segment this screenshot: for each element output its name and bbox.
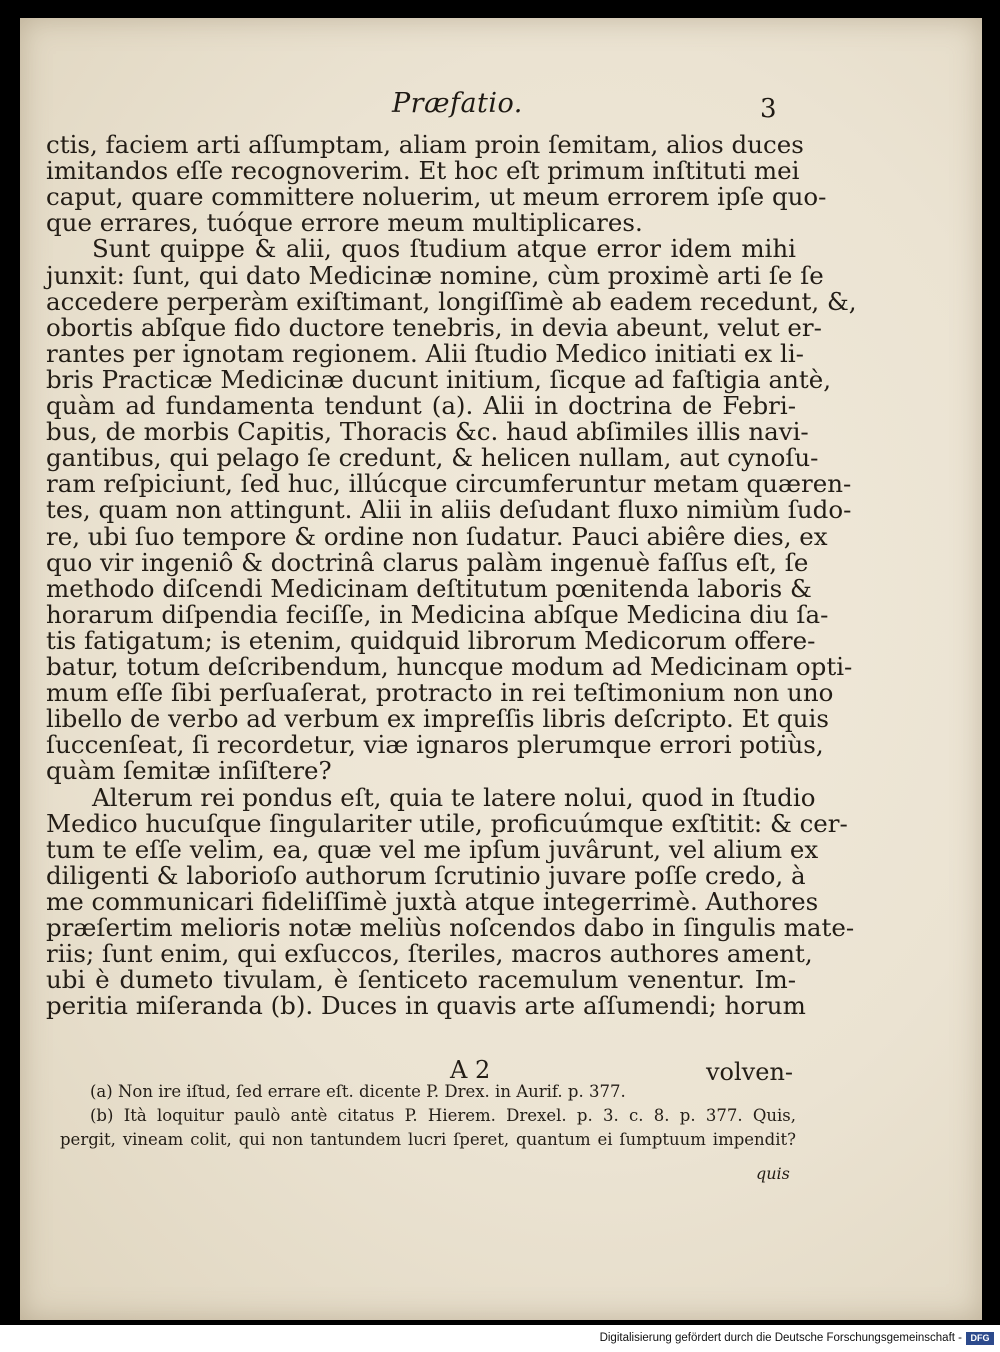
page-number: 3 bbox=[760, 94, 777, 124]
text-line: ram reſpiciunt, ſed huc, illúcque circumferuntur metam quæren- bbox=[46, 469, 852, 498]
text-line: riis; ſunt enim, qui exſuccos, ſteriles, macros authores ament, bbox=[46, 939, 813, 968]
book-page bbox=[20, 18, 982, 1320]
text-line: quàm ad fundamenta tendunt (a). Alii in doctrina de Febri- bbox=[46, 391, 796, 420]
digitization-footer bbox=[0, 1325, 1000, 1352]
running-head-title: Præfatio. bbox=[392, 88, 523, 119]
text-line: peritia miſeranda (b). Duces in quavis arte aſſumendi; horum bbox=[46, 991, 806, 1020]
text-line: obortis abſque fido ductore tenebris, in devia abeunt, velut er- bbox=[46, 313, 822, 342]
text-line: bus, de morbis Capitis, Thoracis &c. haud abſimiles illis navi- bbox=[46, 417, 809, 446]
text-line: libello de verbo ad verbum ex impreſſis libris deſcripto. Et quis bbox=[46, 704, 829, 733]
text-line: ctis, faciem arti aſſumptam, aliam proin ſemitam, alios duces bbox=[46, 130, 804, 159]
text-line: gantibus, qui pelago ſe credunt, & helicen nullam, aut cynoſu- bbox=[46, 443, 819, 472]
footer-credit: Digitalisierung gefördert durch die Deutsche Forschungsgemeinschaft - bbox=[599, 1332, 962, 1344]
text-line: tum te eſſe velim, ea, quæ vel me ipſum juvârunt, vel alium ex bbox=[46, 835, 819, 864]
text-line: diligenti & laborioſo authorum ſcrutinio juvare poſſe credo, à bbox=[46, 861, 806, 890]
text-line: tes, quam non attingunt. Alii in aliis deſudant fluxo nimiùm ſudo- bbox=[46, 495, 852, 524]
text-line: imitandos eſſe recognoverim. Et hoc eſt primum inſtituti mei bbox=[46, 156, 800, 185]
footnote-b-continued: pergit, vineam colit, qui non tantundem lucri ſperet, quantum ei ſumptuum impendit? bbox=[60, 1130, 796, 1149]
text-line: ſuccenſeat, ſi recordetur, viæ ignaros plerumque errori potiùs, bbox=[46, 730, 824, 759]
text-line: batur, totum deſcribendum, huncque modum ad Medicinam opti- bbox=[46, 652, 853, 681]
text-line: ubi è dumeto tivulam, è ſenticeto racemulum venentur. Im- bbox=[46, 965, 796, 994]
text-line: Sunt quippe & alii, quos ſtudium atque error idem mihi bbox=[92, 234, 796, 263]
text-line: Medico hucuſque ſingulariter utile, proficuúmque exſtitit: & cer- bbox=[46, 809, 848, 838]
signature-mark: A 2 bbox=[450, 1056, 491, 1084]
text-line: præſertim melioris notæ meliùs noſcendos dabo in ſingulis mate- bbox=[46, 913, 855, 942]
text-line: que errares, tuóque errore meum multiplicares. bbox=[46, 208, 643, 237]
text-line: re, ubi ſuo tempore & ordine non ſudatur. Pauci abiêre dies, ex bbox=[46, 522, 828, 551]
text-line: junxit: ſunt, qui dato Medicinæ nomine, cùm proximè arti ſe ſe bbox=[46, 261, 824, 290]
text-line: accedere perperàm exiſtimant, longiſſimè ab eadem recedunt, &, bbox=[46, 287, 857, 316]
text-line: horarum diſpendia feciſſe, in Medicina abſque Medicina diu ſa- bbox=[46, 600, 829, 629]
text-line: quàm ſemitæ inſiſtere? bbox=[46, 756, 332, 785]
text-line: tis fatigatum; is etenim, quidquid librorum Medicorum offere- bbox=[46, 626, 816, 655]
text-line: quo vir ingeniô & doctrinâ clarus palàm ingenuè faſſus eſt, ſe bbox=[46, 548, 809, 577]
text-line: me communicari fideliſſimè juxtà atque integerrimè. Authores bbox=[46, 887, 819, 916]
text-line: caput, quare committere noluerim, ut meum errorem ipſe quo- bbox=[46, 182, 827, 211]
text-line: Alterum rei pondus eſt, quia te latere nolui, quod in ſtudio bbox=[92, 783, 816, 812]
text-line: methodo diſcendi Medicinam deſtitutum pœnitenda laboris & bbox=[46, 574, 812, 603]
catchword: volven- bbox=[706, 1058, 794, 1086]
text-line: bris Practicæ Medicinæ ducunt initium, ſicque ad faſtigia antè, bbox=[46, 365, 831, 394]
text-line: mum eſſe ſibi perſuaſerat, protracto in rei teſtimonium non uno bbox=[46, 678, 834, 707]
dfg-logo: DFG bbox=[966, 1332, 994, 1345]
text-line: rantes per ignotam regionem. Alii ſtudio Medico initiati ex li- bbox=[46, 339, 804, 368]
footnote-catchword: quis bbox=[756, 1164, 790, 1183]
footnote-b: (b) Ità loquitur paulò antè citatus P. Hierem. Drexel. p. 3. c. 8. p. 377. Quis, bbox=[90, 1106, 796, 1125]
footnote-a: (a) Non ire iſtud, ſed errare eſt. dicente P. Drex. in Aurif. p. 377. bbox=[90, 1082, 626, 1101]
